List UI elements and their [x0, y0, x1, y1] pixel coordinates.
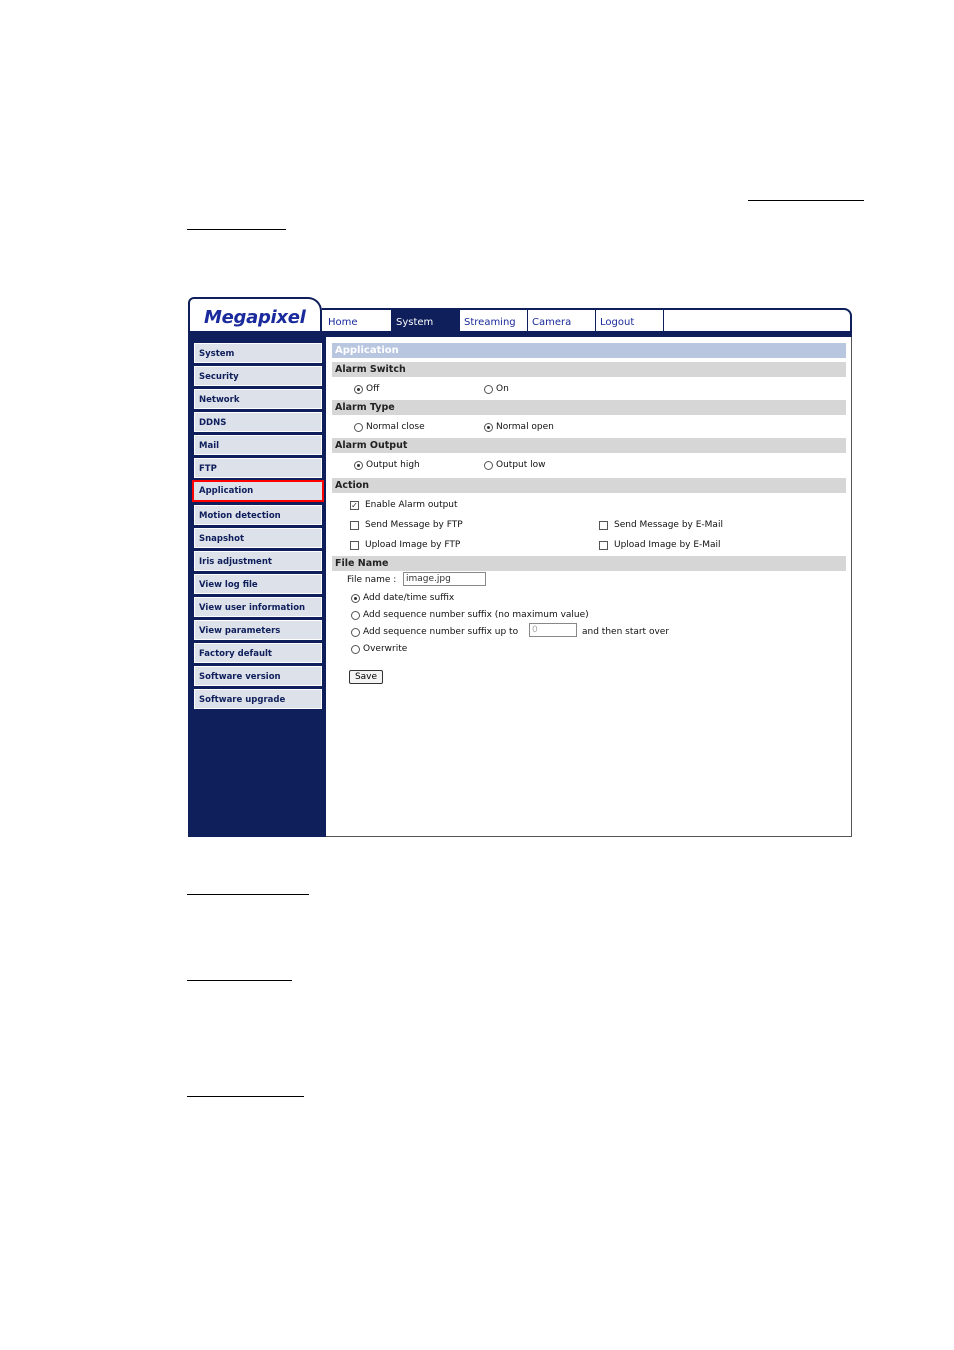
- file-name-label: File name :: [347, 575, 397, 585]
- sidebar: [188, 337, 326, 837]
- sidebar-item-ddns[interactable]: DDNS: [194, 412, 322, 432]
- file-name-header: File Name: [332, 556, 846, 571]
- page-title: Application: [332, 343, 846, 358]
- enable-alarm-output-checkbox[interactable]: ✓ Enable Alarm output: [351, 500, 458, 510]
- radio-icon[interactable]: [351, 611, 360, 620]
- alarm-type-header: Alarm Type: [332, 400, 846, 415]
- sidebar-item-system[interactable]: System: [194, 343, 322, 363]
- tab-home[interactable]: Home: [324, 310, 392, 331]
- alarm-type-normal-close[interactable]: Normal close: [354, 422, 425, 432]
- upload-image-email-checkbox[interactable]: Upload Image by E-Mail: [599, 540, 721, 550]
- radio-icon[interactable]: [484, 423, 493, 432]
- checkbox-icon[interactable]: [350, 521, 359, 530]
- option-datetime-suffix[interactable]: Add date/time suffix: [351, 593, 454, 603]
- underline-1: [187, 894, 309, 895]
- radio-icon[interactable]: [484, 461, 493, 470]
- sidebar-item-network[interactable]: Network: [194, 389, 322, 409]
- radio-icon[interactable]: [354, 423, 363, 432]
- alarm-type-normal-open[interactable]: Normal open: [484, 422, 554, 432]
- main-content: [326, 337, 852, 837]
- checkbox-icon[interactable]: [350, 541, 359, 550]
- option-sequence-upto[interactable]: Add sequence number suffix up to: [351, 627, 518, 637]
- tab-system[interactable]: System: [392, 310, 460, 331]
- alarm-switch-on[interactable]: On: [484, 384, 509, 394]
- sidebar-item-software-version[interactable]: Software version: [194, 666, 322, 686]
- sidebar-item-view-log-file[interactable]: View log file: [194, 574, 322, 594]
- logo: Megapixel: [204, 307, 306, 328]
- upload-image-ftp-checkbox[interactable]: Upload Image by FTP: [350, 540, 460, 550]
- sequence-upto-after: and then start over: [582, 627, 670, 637]
- sidebar-item-motion-detection[interactable]: Motion detection: [194, 505, 322, 525]
- tab-camera[interactable]: Camera: [528, 310, 596, 331]
- sidebar-item-snapshot[interactable]: Snapshot: [194, 528, 322, 548]
- radio-icon[interactable]: [354, 385, 363, 394]
- sidebar-item-security[interactable]: Security: [194, 366, 322, 386]
- checkmark-icon[interactable]: ✓: [351, 500, 358, 510]
- sidebar-item-mail[interactable]: Mail: [194, 435, 322, 455]
- tab-streaming[interactable]: Streaming: [460, 310, 528, 331]
- underline-top-left: [187, 229, 286, 230]
- sidebar-item-software-upgrade[interactable]: Software upgrade: [194, 689, 322, 709]
- tab-logout[interactable]: Logout: [596, 310, 664, 331]
- camera-web-ui: [188, 297, 852, 837]
- send-message-email-checkbox[interactable]: Send Message by E-Mail: [599, 520, 723, 530]
- send-message-ftp-checkbox[interactable]: Send Message by FTP: [350, 520, 463, 530]
- alarm-switch-header: Alarm Switch: [332, 362, 846, 377]
- save-button[interactable]: Save: [349, 670, 383, 684]
- alarm-switch-off[interactable]: Off: [354, 384, 379, 394]
- sidebar-item-iris-adjustment[interactable]: Iris adjustment: [194, 551, 322, 571]
- alarm-output-high[interactable]: Output high: [354, 460, 420, 470]
- alarm-output-header: Alarm Output: [332, 438, 846, 453]
- sidebar-item-factory-default[interactable]: Factory default: [194, 643, 322, 663]
- sidebar-item-view-user-information[interactable]: View user information: [194, 597, 322, 617]
- checkbox-icon[interactable]: [599, 541, 608, 550]
- action-header: Action: [332, 478, 846, 493]
- alarm-output-low[interactable]: Output low: [484, 460, 546, 470]
- sidebar-item-ftp[interactable]: FTP: [194, 458, 322, 478]
- sidebar-item-application[interactable]: Application: [192, 480, 324, 502]
- option-overwrite[interactable]: Overwrite: [351, 644, 407, 654]
- checkbox-icon[interactable]: [599, 521, 608, 530]
- underline-2: [187, 980, 292, 981]
- underline-3: [187, 1096, 304, 1097]
- underline-top-right: [748, 200, 864, 201]
- radio-icon[interactable]: [351, 645, 360, 654]
- radio-icon[interactable]: [351, 628, 360, 637]
- sequence-max-input[interactable]: 0: [529, 623, 577, 637]
- radio-icon[interactable]: [484, 385, 493, 394]
- logo-tab: [188, 297, 322, 331]
- top-navigation: [322, 308, 852, 331]
- sidebar-item-view-parameters[interactable]: View parameters: [194, 620, 322, 640]
- radio-icon[interactable]: [354, 461, 363, 470]
- option-sequence-suffix[interactable]: Add sequence number suffix (no maximum value): [351, 610, 589, 620]
- file-name-input[interactable]: image.jpg: [403, 572, 486, 586]
- radio-icon[interactable]: [351, 594, 360, 603]
